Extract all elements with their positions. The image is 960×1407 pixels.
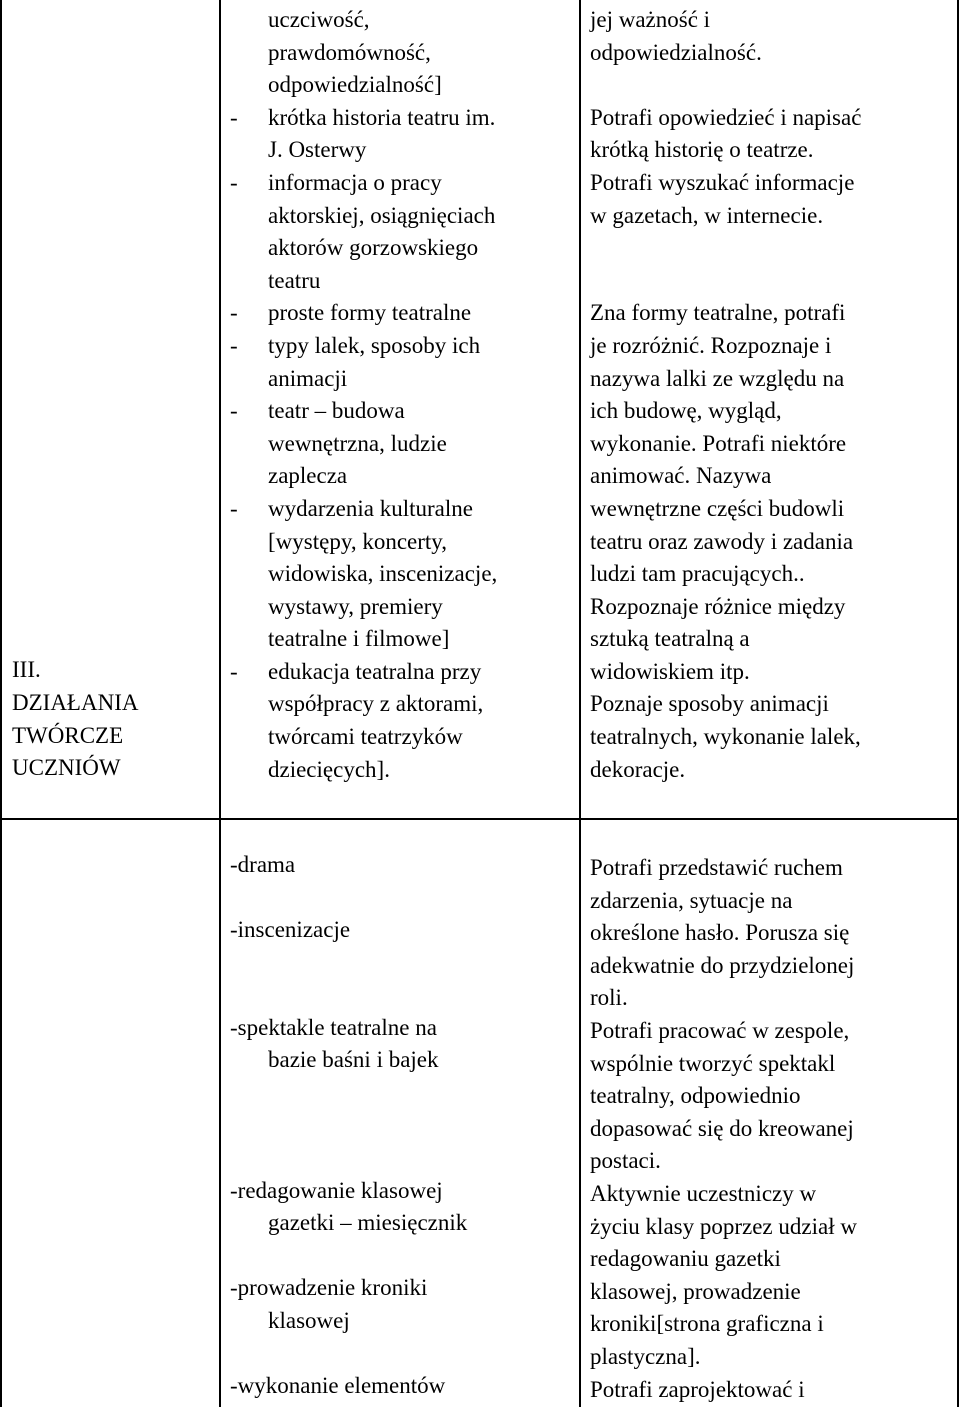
outcome-line: Potrafi opowiedzieć i napisać xyxy=(590,104,862,130)
content-list-continuation xyxy=(230,1305,350,1338)
blank-line xyxy=(590,232,942,265)
content-text: widowiska, inscenizacje, xyxy=(268,561,498,587)
content-text: aktorów gorzowskiego xyxy=(268,235,479,261)
content-text: inscenizacje xyxy=(237,917,351,942)
list-bullet-dash: - xyxy=(230,169,238,195)
outcome-line: teatralny, odpowiednio xyxy=(590,1083,801,1109)
outcome-line: roli. xyxy=(590,985,628,1011)
content-text: uczciwość, xyxy=(268,7,370,32)
content-list-item xyxy=(230,1012,437,1045)
outcome-line: adekwatnie do przydzielonej xyxy=(590,952,855,978)
content-text: teatru xyxy=(268,267,321,293)
outcome-line: odpowiedzialność. xyxy=(590,39,762,65)
content-list-item xyxy=(230,849,295,882)
content-list-item xyxy=(230,1272,427,1305)
list-bullet-dash: - xyxy=(230,332,238,358)
outcome-line: życiu klasy poprzez udział w xyxy=(590,1213,857,1239)
outcome-line: zdarzenia, sytuacje na xyxy=(590,887,793,913)
outcome-line: wewnętrzne części budowli xyxy=(590,495,845,521)
content-list-continuation xyxy=(230,1207,467,1240)
list-bullet-dash: - xyxy=(230,1015,238,1040)
content-list-item xyxy=(230,1175,443,1208)
outcome-line: Poznaje sposoby animacji xyxy=(590,691,829,717)
list-bullet-dash: - xyxy=(230,1275,238,1300)
content-text: gazetki – miesięcznik xyxy=(268,1210,468,1235)
content-text: klasowej xyxy=(268,1308,350,1333)
outcome-line: kroniki[strona graficzna i xyxy=(590,1311,824,1337)
list-bullet-dash: - xyxy=(230,495,238,521)
outcome-line: ludzi tam pracujących.. xyxy=(590,561,805,587)
content-text: współpracy z aktorami, xyxy=(268,691,484,717)
column-divider-2 xyxy=(579,0,581,1407)
list-bullet-dash: - xyxy=(230,1373,238,1398)
outcome-line: nazywa lalki ze względu na xyxy=(590,365,845,391)
content-text: aktorskiej, osiągnięciach xyxy=(268,202,496,228)
content-list-continuation xyxy=(230,1044,439,1077)
blank-line xyxy=(590,69,942,102)
outcome-line: wykonanie. Potrafi niektóre xyxy=(590,430,847,456)
outcome-line: sztuką teatralną a xyxy=(590,626,750,652)
section-label-line: DZIAŁANIA xyxy=(12,689,139,715)
content-text: prowadzenie kroniki xyxy=(237,1275,428,1300)
section-label-line: III. xyxy=(12,657,41,682)
outcomes-cell-2 xyxy=(590,852,942,1406)
content-text: wydarzenia kulturalne xyxy=(268,495,473,521)
list-bullet-dash: - xyxy=(230,104,238,130)
outcome-line: postaci. xyxy=(590,1148,661,1174)
outcome-line: je rozróżnić. Rozpoznaje i xyxy=(590,332,832,358)
content-text: odpowiedzialność] xyxy=(268,72,442,98)
content-text: proste formy teatralne xyxy=(268,300,472,326)
content-list-cell-2 xyxy=(230,0,570,1407)
content-text: wykonanie elementów xyxy=(237,1373,446,1398)
outcome-line: Aktywnie uczestniczy w xyxy=(590,1180,817,1206)
content-text: redagowanie klasowej xyxy=(237,1178,443,1203)
content-list-item xyxy=(230,1370,445,1403)
outcome-line: dopasować się do kreowanej xyxy=(590,1115,854,1141)
outcome-line: jej ważność i xyxy=(590,7,711,32)
column-divider-1 xyxy=(219,0,221,1407)
outcome-line: Potrafi wyszukać informacje xyxy=(590,169,855,195)
list-bullet-dash: - xyxy=(230,398,238,424)
outcome-line: teatralnych, wykonanie lalek, xyxy=(590,724,861,750)
section-label-line: UCZNIÓW xyxy=(12,755,121,781)
content-text: teatralne i filmowe] xyxy=(268,626,450,652)
content-list-item xyxy=(230,914,350,947)
outcome-line: Zna formy teatralne, potrafi xyxy=(590,300,846,326)
outcome-line: krótką historię o teatrze. xyxy=(590,137,814,163)
outcome-line: Potrafi pracować w zespole, xyxy=(590,1017,850,1043)
content-text: teatr – budowa xyxy=(268,398,405,424)
outcome-line: ich budowę, wygląd, xyxy=(590,398,782,424)
list-bullet-dash: - xyxy=(230,852,238,877)
list-bullet-dash: - xyxy=(230,917,238,942)
list-bullet-dash: - xyxy=(230,1178,238,1203)
outcome-line: Potrafi przedstawić ruchem xyxy=(590,855,843,880)
content-text: bazie baśni i bajek xyxy=(268,1047,439,1072)
content-text: J. Osterwy xyxy=(268,137,367,163)
content-text: twórcami teatrzyków xyxy=(268,724,463,750)
list-bullet-dash: - xyxy=(230,300,238,326)
outcome-line: wspólnie tworzyć spektakl xyxy=(590,1050,836,1076)
outcome-line: teatru oraz zawody i zadania xyxy=(590,528,854,554)
table-border-left xyxy=(0,0,2,1407)
content-text: informacja o pracy xyxy=(268,169,442,195)
outcome-line: w gazetach, w internecie. xyxy=(590,202,824,228)
content-text: wystawy, premiery xyxy=(268,593,443,619)
outcome-line: animować. Nazywa xyxy=(590,463,772,489)
content-text: prawdomówność, xyxy=(268,39,431,65)
content-text: animacji xyxy=(268,365,348,391)
section-label-line: TWÓRCZE xyxy=(12,722,124,748)
outcome-line: określone hasło. Porusza się xyxy=(590,920,850,946)
blank-line xyxy=(590,265,942,298)
outcome-line: dekoracje. xyxy=(590,756,686,782)
outcomes-cell-1 xyxy=(590,4,942,786)
content-text: typy lalek, sposoby ich xyxy=(268,332,481,358)
outcome-line: plastyczna]. xyxy=(590,1343,701,1369)
outcome-line: Rozpoznaje różnice między xyxy=(590,593,846,619)
content-text: zaplecza xyxy=(268,463,348,489)
outcome-line: Potrafi zaprojektować i xyxy=(590,1376,805,1402)
content-text: drama xyxy=(237,852,296,877)
outcome-line: redagowaniu gazetki xyxy=(590,1246,781,1272)
content-text: krótka historia teatru im. xyxy=(268,104,496,130)
outcome-line: klasowej, prowadzenie xyxy=(590,1278,801,1304)
content-text: edukacja teatralna przy xyxy=(268,658,482,684)
content-text: wewnętrzna, ludzie xyxy=(268,430,447,456)
list-bullet-dash: - xyxy=(230,658,238,684)
content-text: [występy, koncerty, xyxy=(268,528,448,554)
outcome-line: widowiskiem itp. xyxy=(590,658,750,684)
table-border-right xyxy=(957,0,959,1407)
content-text: spektakle teatralne na xyxy=(237,1015,437,1040)
section-label-cell xyxy=(12,654,212,785)
content-text: dziecięcych]. xyxy=(268,756,390,782)
